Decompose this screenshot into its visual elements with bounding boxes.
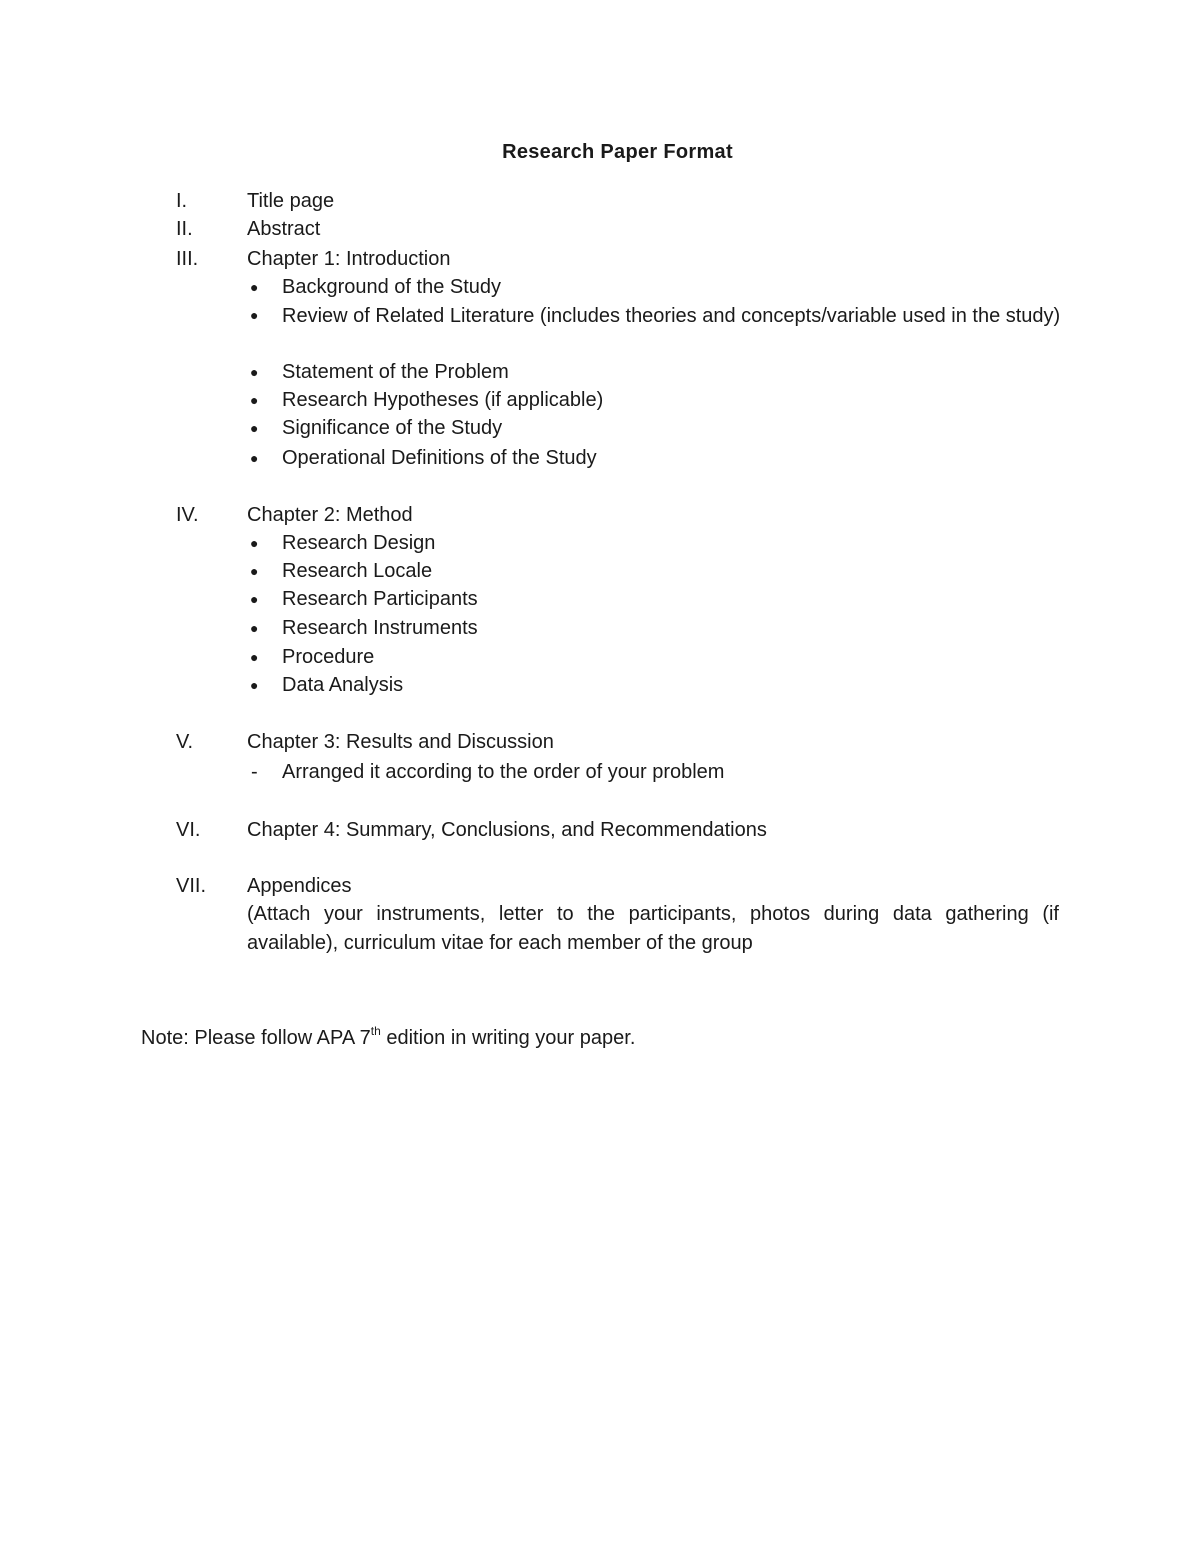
bullet-icon: ● [250, 620, 259, 636]
list-item: Research Participants [282, 588, 478, 610]
bullet-icon: ● [250, 392, 259, 408]
list-item: Data Analysis [282, 674, 404, 696]
bullet-icon: ● [250, 535, 259, 551]
section-numeral-6: VI. [176, 819, 201, 841]
list-item: Background of the Study [282, 276, 502, 298]
section-numeral-4: IV. [176, 504, 199, 526]
bullet-icon: ● [250, 677, 259, 693]
note-superscript: th [370, 1024, 381, 1038]
bullet-icon: ● [250, 279, 259, 295]
list-item: Research Hypotheses (if applicable) [282, 389, 604, 411]
section-heading-appendices: Appendices [247, 875, 352, 897]
section-numeral-1: I. [176, 190, 188, 212]
section-heading-abstract: Abstract [247, 218, 321, 240]
list-item: Review of Related Literature (includes theories and concepts/variable used in the study) [282, 305, 1061, 327]
list-item: Operational Definitions of the Study [282, 447, 597, 469]
section-heading-chapter-4: Chapter 4: Summary, Conclusions, and Recommendations [247, 819, 767, 841]
bullet-icon: ● [250, 420, 259, 436]
dash-marker: - [251, 761, 258, 783]
section-numeral-2: II. [176, 218, 193, 240]
appendices-description: (Attach your instruments, letter to the participants, photos during data gathering (if available), curriculum vitae for each member of the group [247, 903, 1059, 954]
note-suffix: edition in writing your paper. [380, 1027, 636, 1049]
bullet-icon: ● [250, 450, 259, 466]
bullet-icon: ● [250, 563, 259, 579]
section-numeral-5: V. [176, 731, 194, 753]
section-numeral-7: VII. [176, 875, 207, 897]
bullet-icon: ● [250, 364, 259, 380]
list-item: Research Instruments [282, 617, 478, 639]
apa-note [141, 1024, 636, 1050]
list-item: Significance of the Study [282, 417, 503, 439]
note-prefix: Note: Please follow APA 7 [141, 1027, 371, 1049]
list-item: Research Locale [282, 560, 433, 582]
list-item: Arranged it according to the order of your problem [282, 761, 725, 783]
bullet-icon: ● [250, 591, 259, 607]
section-heading-chapter-2: Chapter 2: Method [247, 504, 413, 526]
section-heading-chapter-3: Chapter 3: Results and Discussion [247, 731, 554, 753]
bullet-icon: ● [250, 307, 259, 323]
document-title: Research Paper Format [502, 141, 733, 163]
section-heading-title-page: Title page [247, 190, 335, 212]
list-item: Procedure [282, 646, 375, 668]
section-heading-chapter-1: Chapter 1: Introduction [247, 248, 451, 270]
section-numeral-3: III. [176, 248, 199, 270]
list-item: Research Design [282, 532, 436, 554]
list-item: Statement of the Problem [282, 361, 509, 383]
bullet-icon: ● [250, 649, 259, 665]
